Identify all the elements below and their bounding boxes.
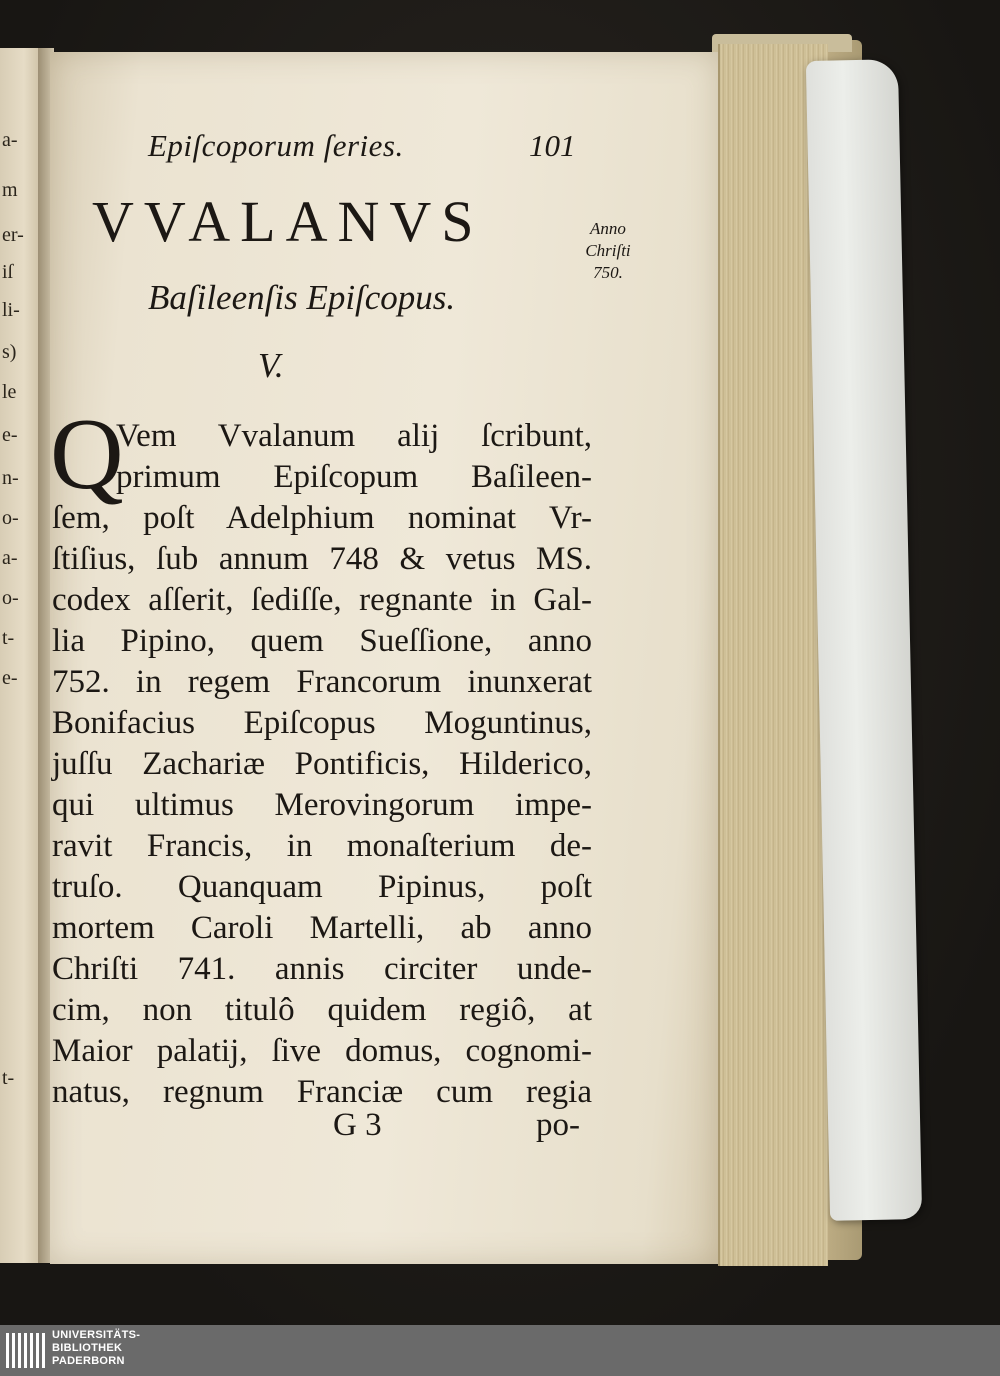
body-line: mortem Caroli Martelli, ab anno [52,910,592,946]
library-name-line: PADERBORN [52,1355,125,1367]
library-logo-icon [6,1333,48,1368]
body-line: ravit Francis, in monaſterium de- [52,828,592,864]
left-page-fragment: iſ [2,261,14,283]
body-line: ſem, poſt Adelphium nominat Vr- [52,500,592,536]
left-page-fragment: er- [2,224,24,246]
body-line: cim, non titulô quidem regiô, at [52,992,592,1028]
body-line: juſſu Zachariæ Pontificis, Hilderico, [52,746,592,782]
margin-note-line: Anno [590,219,626,238]
library-name [52,1329,140,1368]
left-page-fragment: o- [2,587,19,609]
left-page-fragment: a- [2,547,18,569]
left-page-fragment: t- [2,1067,15,1089]
body-line: primum Epiſcopum Baſileen- [116,459,592,495]
body-line: Chriſti 741. annis circiter unde- [52,951,592,987]
body-line: Maior palatij, ſive domus, cognomi- [52,1033,592,1069]
left-page-fragment: m [2,179,18,201]
library-name-line: BIBLIOTHEK [52,1342,123,1354]
catchword: po- [536,1107,580,1143]
body-line: codex aſſerit, ſediſſe, regnante in Gal- [52,582,592,618]
margin-note-line: 750. [593,263,623,282]
entry-title: VVALANVS [92,189,484,254]
margin-note [573,218,643,284]
body-line: lia Pipino, quem Sueſſione, anno [52,623,592,659]
entry-numeral: V. [258,346,284,385]
left-page-fragment: li- [2,299,20,321]
left-page-fragment: o- [2,507,19,529]
running-head: Epiſcoporum ſeries. [148,128,404,163]
body-text [52,416,592,1113]
left-page-fragment: e- [2,424,18,446]
signature-mark: G 3 [333,1107,382,1143]
drop-cap: Q [50,398,124,511]
body-line: ſtiſius, ſub annum 748 & vetus MS. [52,541,592,577]
footer-bar [0,1325,1000,1376]
left-page-fragment: le [2,381,17,403]
margin-note-line: Chriſti [585,241,631,260]
entry-subtitle: Baſileenſis Epiſcopus. [148,278,456,317]
left-page-fragment: a- [2,129,18,151]
body-line: qui ultimus Merovingorum impe- [52,787,592,823]
left-page-fragment: s) [2,341,17,363]
left-page-fragment: e- [2,667,18,689]
left-page-fragment: n- [2,467,19,489]
body-line: 752. in regem Francorum inunxerat [52,664,592,700]
body-line: Vem Vvalanum alij ſcribunt, [116,418,592,454]
body-line: truſo. Quanquam Pipinus, poſt [52,869,592,905]
left-page-fragment: t- [2,627,15,649]
library-name-line: UNIVERSITÄTS- [52,1329,141,1341]
body-line: Bonifacius Epiſcopus Moguntinus, [52,705,592,741]
page-number: 101 [529,128,576,163]
body-line: natus, regnum Franciæ cum regia [52,1074,592,1110]
left-page [0,48,42,1263]
